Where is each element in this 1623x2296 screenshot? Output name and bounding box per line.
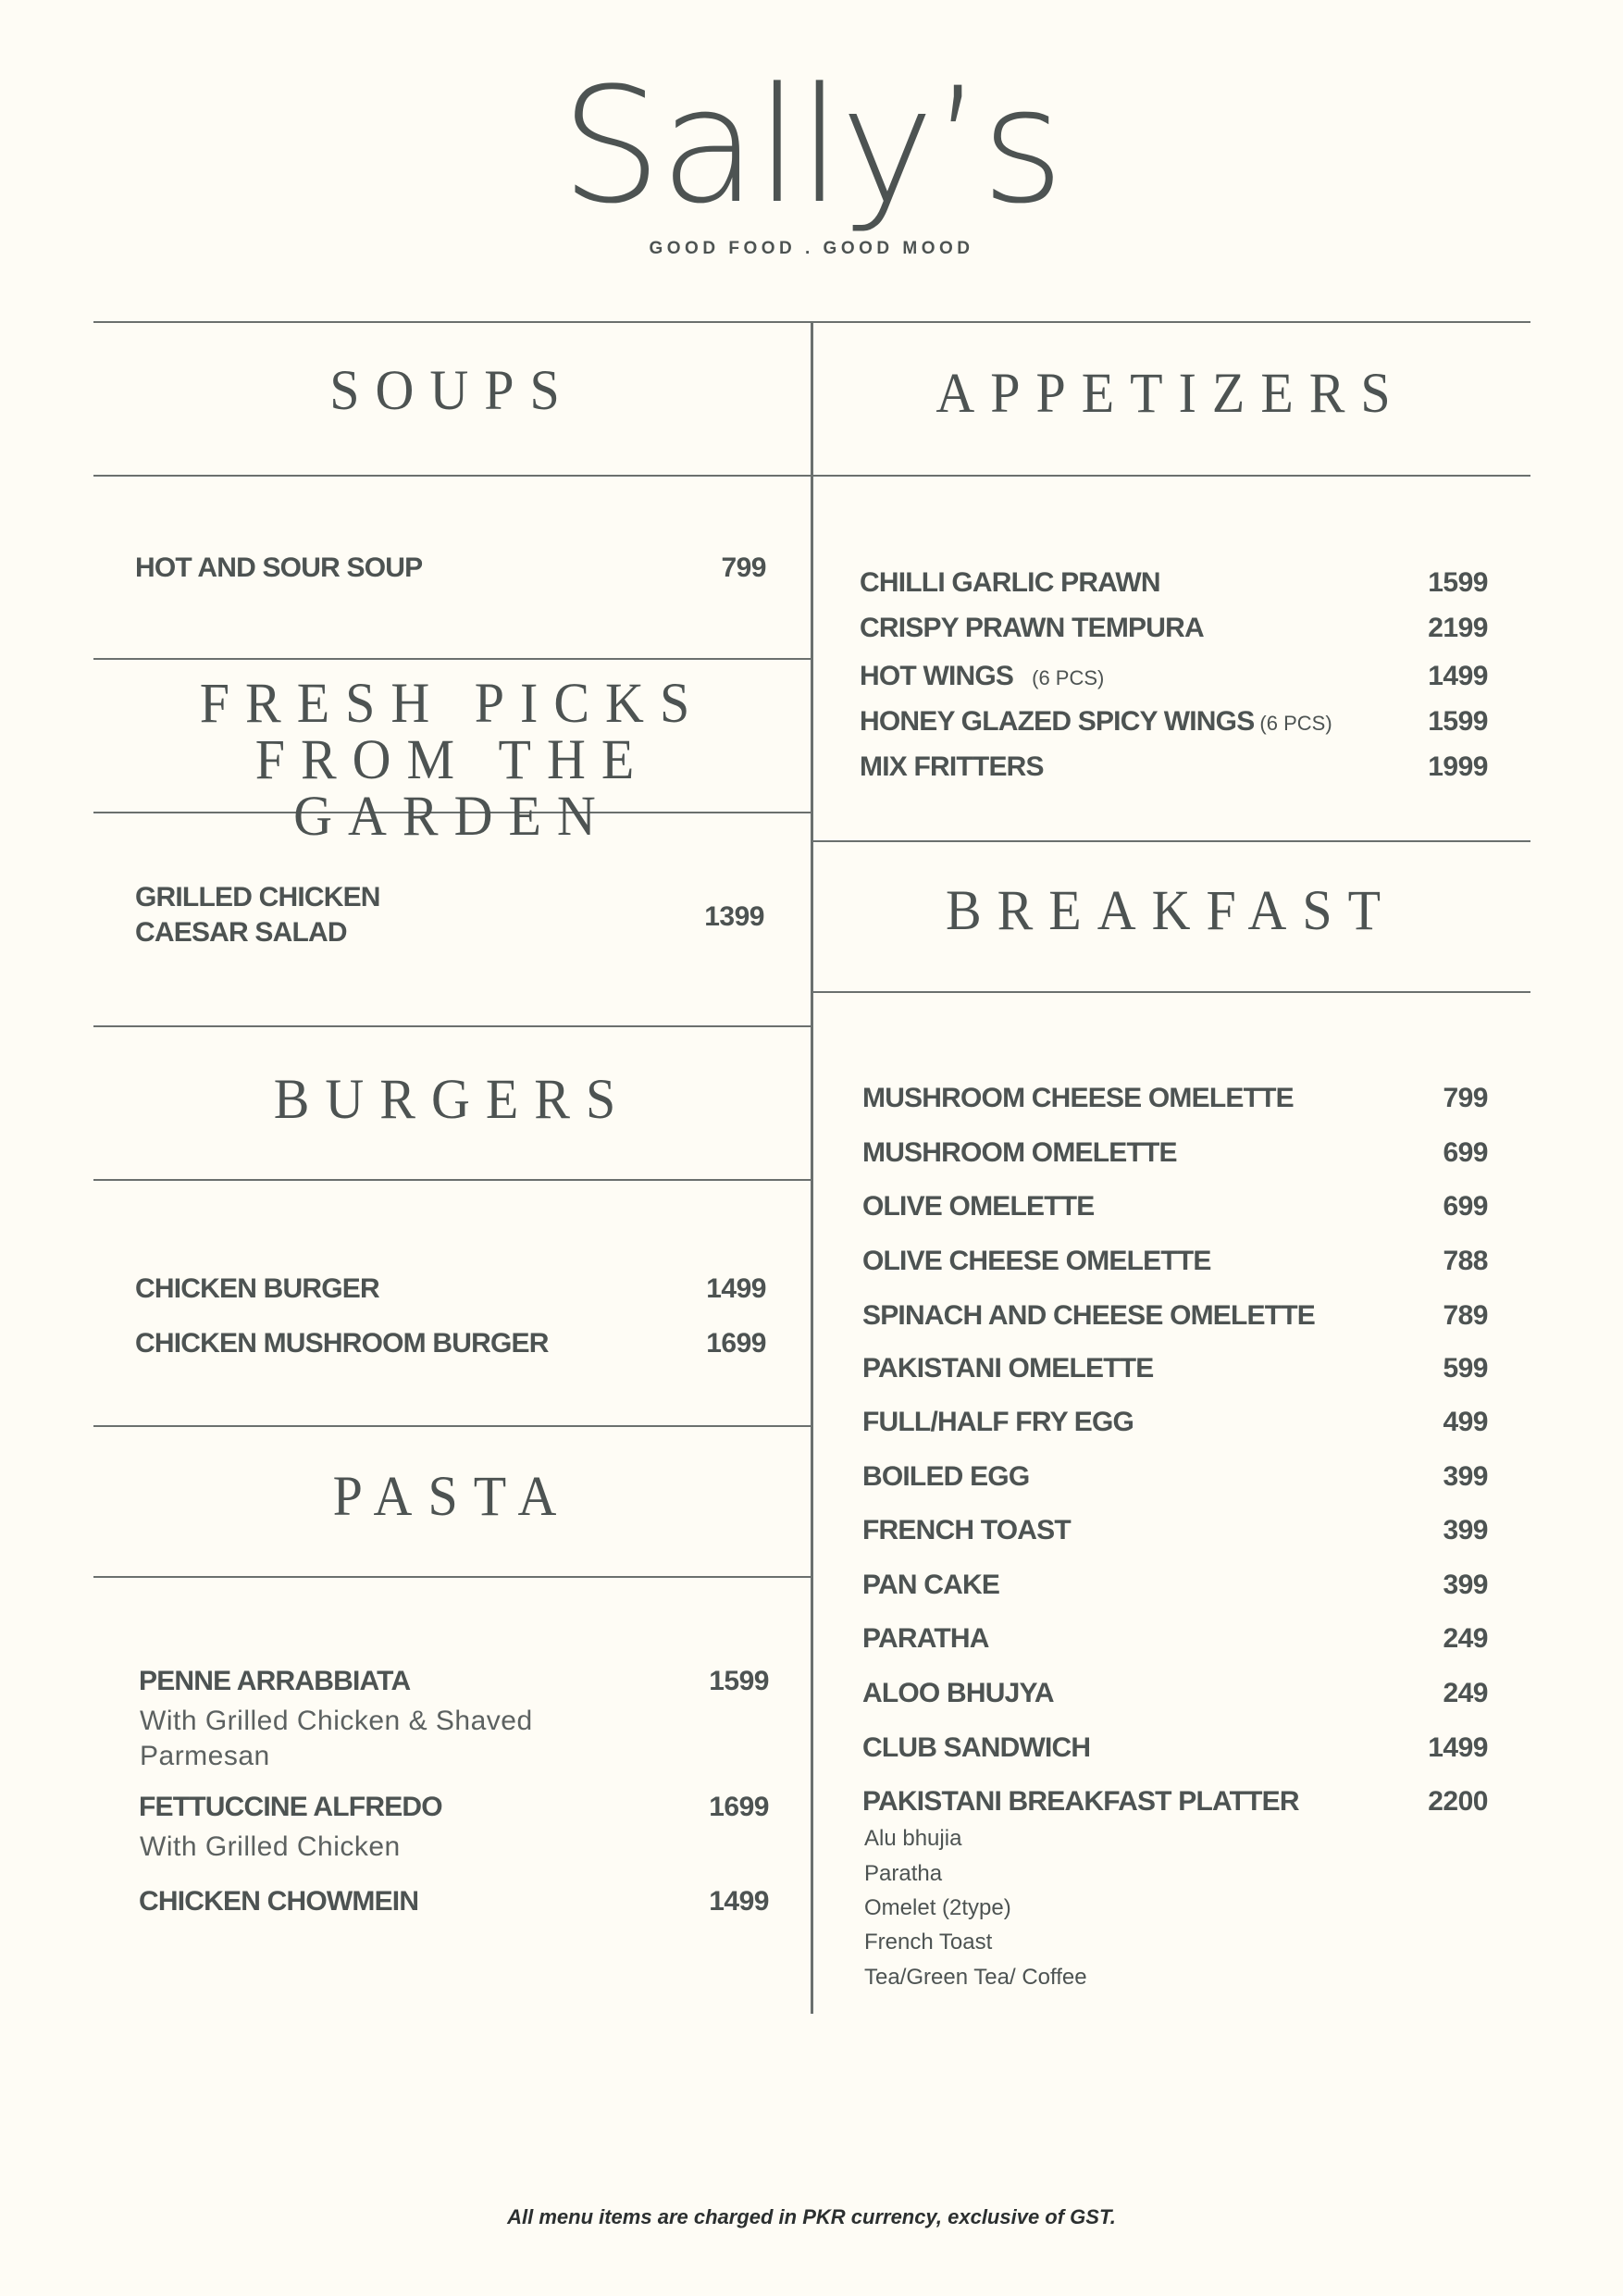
menu-item-price: 1599 [1428,706,1488,737]
divider-appetizers-bottom [812,840,1530,842]
menu-item-name: FULL/HALF FRY EGG [862,1407,1134,1437]
menu-item-price: 1699 [709,1792,769,1822]
garden-title-line1: FRESH PICKS [199,671,706,735]
column-divider [811,321,813,2014]
menu-item-description: With Grilled Chicken & Shaved [140,1706,533,1736]
brand-logo: Sally’s [560,53,1063,239]
menu-item-price: 2200 [1428,1786,1488,1817]
menu-item-name [860,706,1332,739]
menu-item-price: 699 [1443,1191,1488,1222]
burgers-title-text: BURGERS [273,1067,632,1131]
menu-item-price: 1999 [1428,751,1488,782]
platter-include-item: French Toast [864,1930,993,1955]
menu-item-price: 399 [1443,1570,1488,1600]
menu-item-name-cont: CAESAR SALAD [135,917,347,948]
divider-burgers-bottom [93,1425,812,1427]
section-title-pasta [93,1464,812,1528]
section-title-breakfast [812,878,1530,942]
menu-item-name: FRENCH TOAST [862,1515,1071,1545]
menu-item-price: 1599 [709,1666,769,1696]
menu-item-price: 1699 [706,1328,766,1359]
menu-item-name: PAKISTANI OMELETTE [862,1353,1154,1384]
menu-item-price: 399 [1443,1515,1488,1545]
menu-item-price: 1499 [706,1273,766,1304]
garden-title-line2: FROM THE GARDEN [254,727,650,848]
divider-burgers-header [93,1179,812,1181]
menu-item-price: 799 [1443,1083,1488,1113]
portion-note: (6 PCS) [1032,666,1105,689]
menu-item-name: CHICKEN CHOWMEIN [139,1886,419,1917]
menu-item-name: ALOO BHUJYA [862,1678,1054,1708]
menu-item-name: PAN CAKE [862,1570,1000,1600]
platter-include-item: Paratha [864,1861,943,1886]
divider-garden-bottom [93,1025,812,1027]
menu-item-name: CHICKEN MUSHROOM BURGER [135,1328,549,1359]
platter-include-item: Omelet (2type) [864,1895,1011,1920]
menu-item-name: CHICKEN BURGER [135,1273,379,1304]
section-title-burgers [93,1067,812,1131]
menu-item-price: 249 [1443,1678,1488,1708]
menu-item-name: PENNE ARRABBIATA [139,1666,411,1696]
menu-item-name: OLIVE CHEESE OMELETTE [862,1246,1211,1276]
menu-item-price: 788 [1443,1246,1488,1276]
menu-item-price: 1599 [1428,567,1488,598]
menu-item-price: 249 [1443,1623,1488,1654]
menu-item-name: OLIVE OMELETTE [862,1191,1095,1222]
menu-item-name: FETTUCCINE ALFREDO [139,1792,442,1822]
menu-item-price: 1499 [1428,1732,1488,1763]
menu-item-name: GRILLED CHICKEN [135,882,380,912]
menu-item-price: 1499 [1428,661,1488,691]
menu-item-price: 599 [1443,1353,1488,1384]
divider-soups-bottom [93,658,812,660]
platter-include-item: Alu bhujia [864,1826,962,1851]
menu-item-description-cont: Parmesan [140,1741,270,1771]
menu-item-name [860,661,1104,694]
menu-item-price: 2199 [1428,613,1488,643]
menu-item-price: 789 [1443,1300,1488,1331]
menu-item-name: MUSHROOM CHEESE OMELETTE [862,1083,1294,1113]
currency-note: All menu items are charged in PKR currency, exclusive of GST. [507,2205,1116,2228]
menu-item-name: PARATHA [862,1623,989,1654]
soups-title-text: SOUPS [329,358,576,422]
menu-item-name: MIX FRITTERS [860,751,1044,782]
menu-item-name: CLUB SANDWICH [862,1732,1091,1763]
divider-pasta-header [93,1576,812,1578]
portion-note: (6 PCS) [1259,712,1332,735]
menu-item-price: 399 [1443,1461,1488,1492]
section-title-soups [93,358,812,422]
menu-item-name: CHILLI GARLIC PRAWN [860,567,1160,598]
menu-item-price: 499 [1443,1407,1488,1437]
pasta-title-text: PASTA [332,1464,573,1528]
menu-item-description: With Grilled Chicken [140,1831,401,1862]
tagline: GOOD FOOD . GOOD MOOD [649,239,974,258]
menu-item-price: 1399 [704,901,764,932]
menu-item-name-text: HONEY GLAZED SPICY WINGS [860,706,1255,737]
platter-include-item: Tea/Green Tea/ Coffee [864,1965,1087,1990]
section-title-garden [93,671,812,848]
menu-item-name: BOILED EGG [862,1461,1030,1492]
menu-item-name: PAKISTANI BREAKFAST PLATTER [862,1786,1299,1817]
menu-item-price: 699 [1443,1137,1488,1168]
breakfast-title-text: BREAKFAST [945,878,1397,942]
menu-item-name: SPINACH AND CHEESE OMELETTE [862,1300,1316,1331]
section-title-appetizers [812,361,1530,425]
divider-soups-header [93,475,1530,477]
menu-item-price: 799 [721,552,766,583]
appetizers-title-text: APPETIZERS [935,361,1406,425]
menu-item-name-text: HOT WINGS [860,661,1014,691]
menu-item-price: 1499 [709,1886,769,1917]
menu-item-name: CRISPY PRAWN TEMPURA [860,613,1204,643]
menu-item-name: HOT AND SOUR SOUP [135,552,423,583]
divider-breakfast-header [812,991,1530,993]
menu-item-name: MUSHROOM OMELETTE [862,1137,1177,1168]
